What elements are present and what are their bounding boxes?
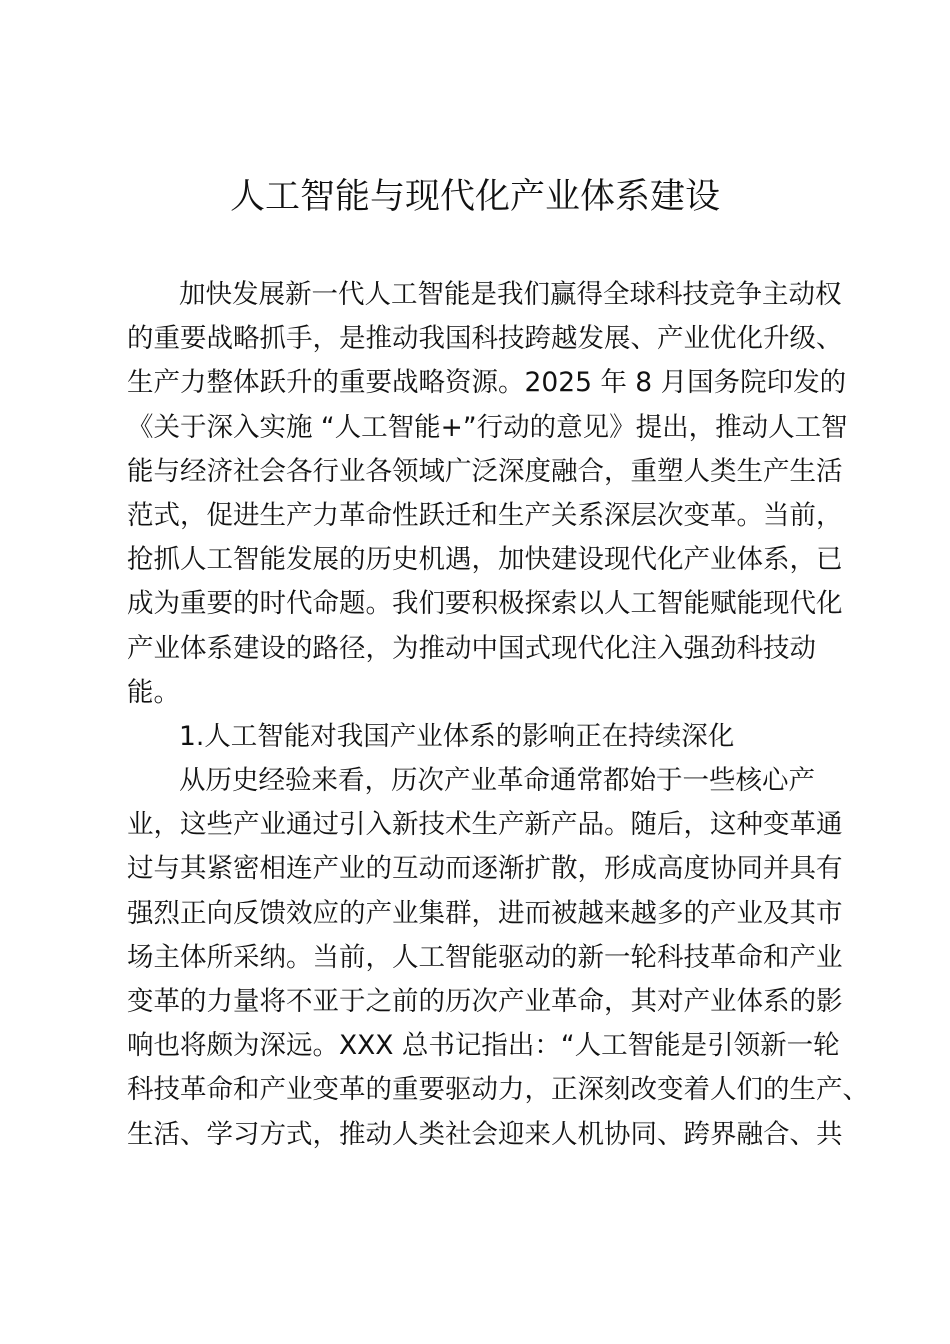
paragraph-line: 响也将颇为深远。XXX 总书记指出：“人工智能是引领新一轮: [127, 1030, 840, 1062]
paragraph-line: 生产力整体跃升的重要战略资源。2025 年 8 月国务院印发的: [127, 367, 847, 399]
paragraph-line: 范式，促进生产力革命性跃迁和生产关系深层次变革。当前，: [127, 499, 843, 531]
document-title: 人工智能与现代化产业体系建设: [229, 177, 720, 217]
paragraph-intro: [127, 273, 847, 715]
paragraph-line: 从历史经验来看，历次产业革命通常都始于一些核心产: [179, 765, 815, 797]
paragraph-line: 能。: [127, 676, 180, 708]
paragraph-line: 能与经济社会各行业各领域广泛深度融合，重塑人类生产生活: [127, 455, 843, 487]
paragraph-line: 加快发展新一代人工智能是我们赢得全球科技竞争主动权: [179, 279, 842, 310]
paragraph-line: 的重要战略抓手，是推动我国科技跨越发展、产业优化升级、: [127, 323, 843, 355]
paragraph-line: 生活、学习方式，推动人类社会迎来人机协同、跨界融合、共: [127, 1118, 843, 1150]
document-body: [127, 273, 869, 1157]
paragraph-line: 抢抓人工智能发展的历史机遇，加快建设现代化产业体系，已: [127, 544, 843, 576]
paragraph-line: 过与其紧密相连产业的互动而逐渐扩散，形成高度协同并具有: [127, 853, 843, 885]
paragraph-line: 《关于深入实施 “人工智能+”行动的意见》提出，推动人工智: [127, 411, 848, 443]
paragraph-line: 变革的力量将不亚于之前的历次产业革命，其对产业体系的影: [127, 986, 843, 1017]
section-heading: 1.人工智能对我国产业体系的影响正在持续深化: [179, 720, 735, 752]
paragraph-line: 成为重要的时代命题。我们要积极探索以人工智能赋能现代化: [127, 588, 843, 620]
paragraph-line: 产业体系建设的路径，为推动中国式现代化注入强劲科技动: [127, 632, 816, 664]
paragraph-line: 强烈正向反馈效应的产业集群，进而被越来越多的产业及其市: [127, 897, 843, 929]
paragraph-history: [127, 759, 869, 1157]
paragraph-line: 业，这些产业通过引入新技术生产新产品。随后，这种变革通: [127, 809, 843, 841]
paragraph-line: 科技革命和产业变革的重要驱动力，正深刻改变着人们的生产、: [127, 1074, 869, 1106]
paragraph-line: 场主体所采纳。当前，人工智能驱动的新一轮科技革命和产业: [127, 941, 843, 973]
